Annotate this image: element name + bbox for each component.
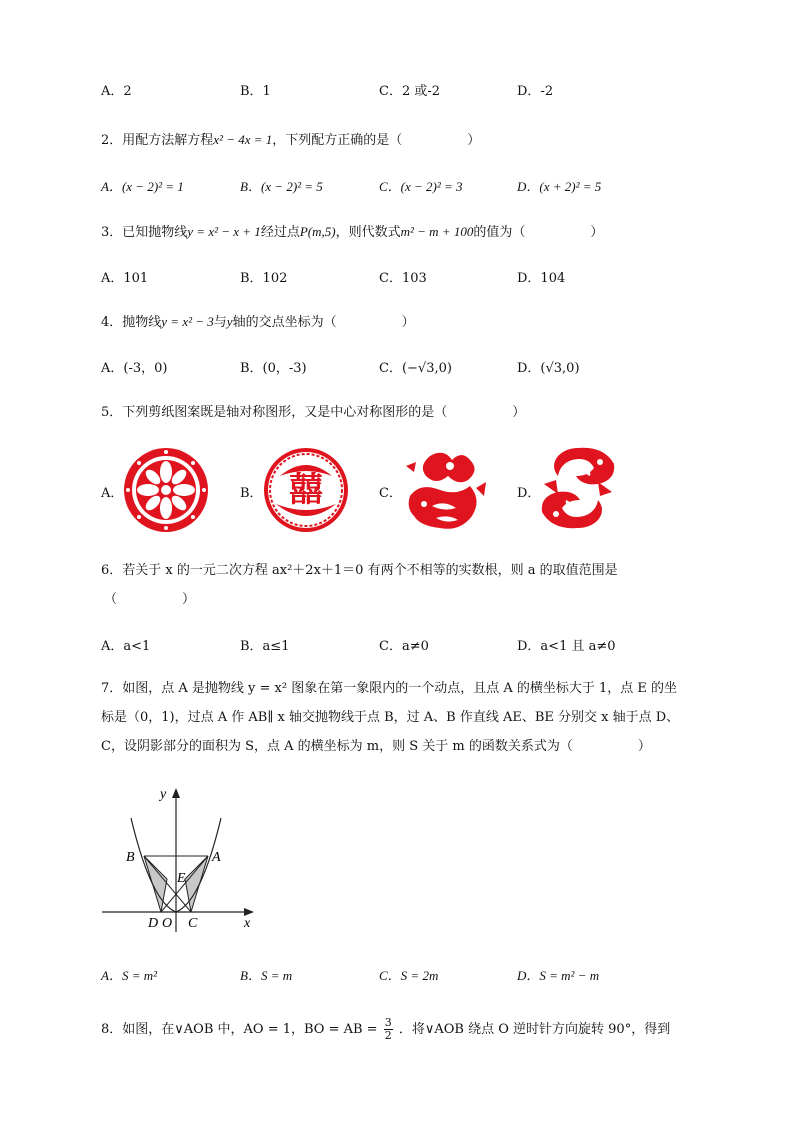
q3-stem-mid: 经过点 [260, 225, 300, 240]
q2-option-a: A．(x − 2)² = 1 [101, 179, 184, 194]
q7-label-o: O [162, 916, 173, 931]
q7-figure [98, 782, 264, 932]
q4-option-d: D．(√3,0) [517, 361, 580, 376]
q4-axis-var: y [226, 314, 233, 329]
q7-label-e: E [177, 871, 186, 886]
q5-label-c: C． [379, 486, 402, 501]
papercut-b-character: 囍 [289, 470, 323, 510]
q4-stem [101, 311, 415, 330]
q5-label-d: D． [517, 486, 541, 501]
q8-fraction [384, 1017, 393, 1042]
papercut-a-image [122, 446, 210, 534]
q7-shaded-right [185, 856, 208, 912]
q3-expression: m² − m + 100 [400, 224, 474, 239]
q7-stem-line1: 7．如图，点 A 是抛物线 y = x² 图象在第一象限内的一个动点，且点 A 的横坐标大于 1，点 E 的坐 [101, 681, 678, 696]
q4-option-c: C．(−√3,0) [379, 361, 452, 376]
q7-label-d: D [148, 916, 159, 931]
q8-fraction-denominator: 2 [384, 1029, 392, 1042]
q7-label-a: A [212, 850, 221, 865]
q2-option-c: C．(x − 2)² = 3 [379, 179, 463, 194]
q6-option-a: A．a<1 [101, 639, 151, 654]
q2-stem-prefix: 2．用配方法解方程 [101, 133, 214, 148]
q3-stem-suffix: 的值为（ ） [473, 225, 604, 240]
q3-option-c: C．103 [379, 271, 427, 286]
papercut-d-image [538, 446, 618, 530]
q4-parabola: y = x² − 3 [161, 314, 214, 329]
q6-stem-line1: 6．若关于 x 的一元二次方程 ax²＋2x＋1＝0 有两个不相等的实数根，则 a 的取值范围是 [101, 563, 618, 578]
q1-option-a: A．2 [101, 84, 132, 99]
q2-stem-suffix: ，下列配方正确的是（ ） [272, 133, 481, 148]
q5-stem: 5．下列剪纸图案既是轴对称图形，又是中心对称图形的是（ ） [101, 405, 526, 420]
q7-stem-line3: C，设阴影部分的面积为 S，点 A 的横坐标为 m，则 S 关于 m 的函数关系式为（ ） [101, 739, 651, 754]
q7-shaded-left [144, 856, 167, 912]
q4-stem-prefix: 4．抛物线 [101, 315, 162, 330]
q7-option-b: B．S = m [240, 968, 293, 983]
q6-option-c: C．a≠0 [379, 639, 429, 654]
q3-parabola: y = x² − x + 1 [187, 224, 261, 239]
q6-stem-line2: （ ） [104, 592, 196, 607]
q7-label-b: B [126, 850, 135, 865]
q1-option-b: B．1 [240, 84, 271, 99]
q2-stem [101, 129, 480, 148]
q4-option-b: B．(0，-3) [240, 361, 307, 376]
q8-fraction-numerator: 3 [384, 1016, 392, 1029]
q2-option-b: B．(x − 2)² = 5 [240, 179, 323, 194]
q3-point: P(m,5) [299, 224, 336, 239]
q7-label-y: y [160, 787, 167, 802]
q8-stem-suffix: ．将∨AOB 绕点 O 逆时针方向旋转 90°，得到 [398, 1022, 671, 1037]
q1-option-d: D．-2 [517, 84, 554, 99]
q4-option-a: A．(-3，0) [101, 361, 168, 376]
q2-equation: x² − 4x = 1 [213, 132, 273, 147]
q7-option-a: A．S = m² [101, 968, 157, 983]
q3-stem-mid2: ，则代数式 [335, 225, 401, 240]
q8-stem [101, 1017, 670, 1042]
q3-stem [101, 221, 603, 240]
q6-option-d: D．a<1 且 a≠0 [517, 639, 616, 654]
q7-option-d: D．S = m² − m [517, 968, 600, 983]
q7-label-x: x [244, 916, 251, 931]
papercut-c-image [400, 446, 488, 534]
q3-option-b: B．102 [240, 271, 288, 286]
q5-label-a: A． [101, 486, 124, 501]
q2-option-d: D．(x + 2)² = 5 [517, 179, 602, 194]
q7-option-c: C．S = 2m [379, 968, 439, 983]
q7-label-c: C [188, 916, 198, 931]
q5-label-b: B． [240, 486, 263, 501]
q6-option-b: B．a≤1 [240, 639, 290, 654]
q1-option-c: C．2 或-2 [379, 84, 441, 99]
q4-stem-mid: 与 [213, 315, 227, 330]
q3-stem-prefix: 3．已知抛物线 [101, 225, 188, 240]
q4-stem-suffix: 轴的交点坐标为（ ） [232, 315, 415, 330]
papercut-b-image [262, 446, 350, 534]
q7-stem-line2: 标是（0，1)，过点 A 作 AB∥ x 轴交抛物线于点 B，过 A、B 作直线 AE、BE 分别交 x 轴于点 D、 [101, 710, 680, 725]
q3-option-d: D．104 [517, 271, 566, 286]
q3-option-a: A．101 [101, 271, 149, 286]
q8-stem-prefix: 8．如图，在∨AOB 中，AO = 1，BO = AB = [101, 1022, 378, 1037]
